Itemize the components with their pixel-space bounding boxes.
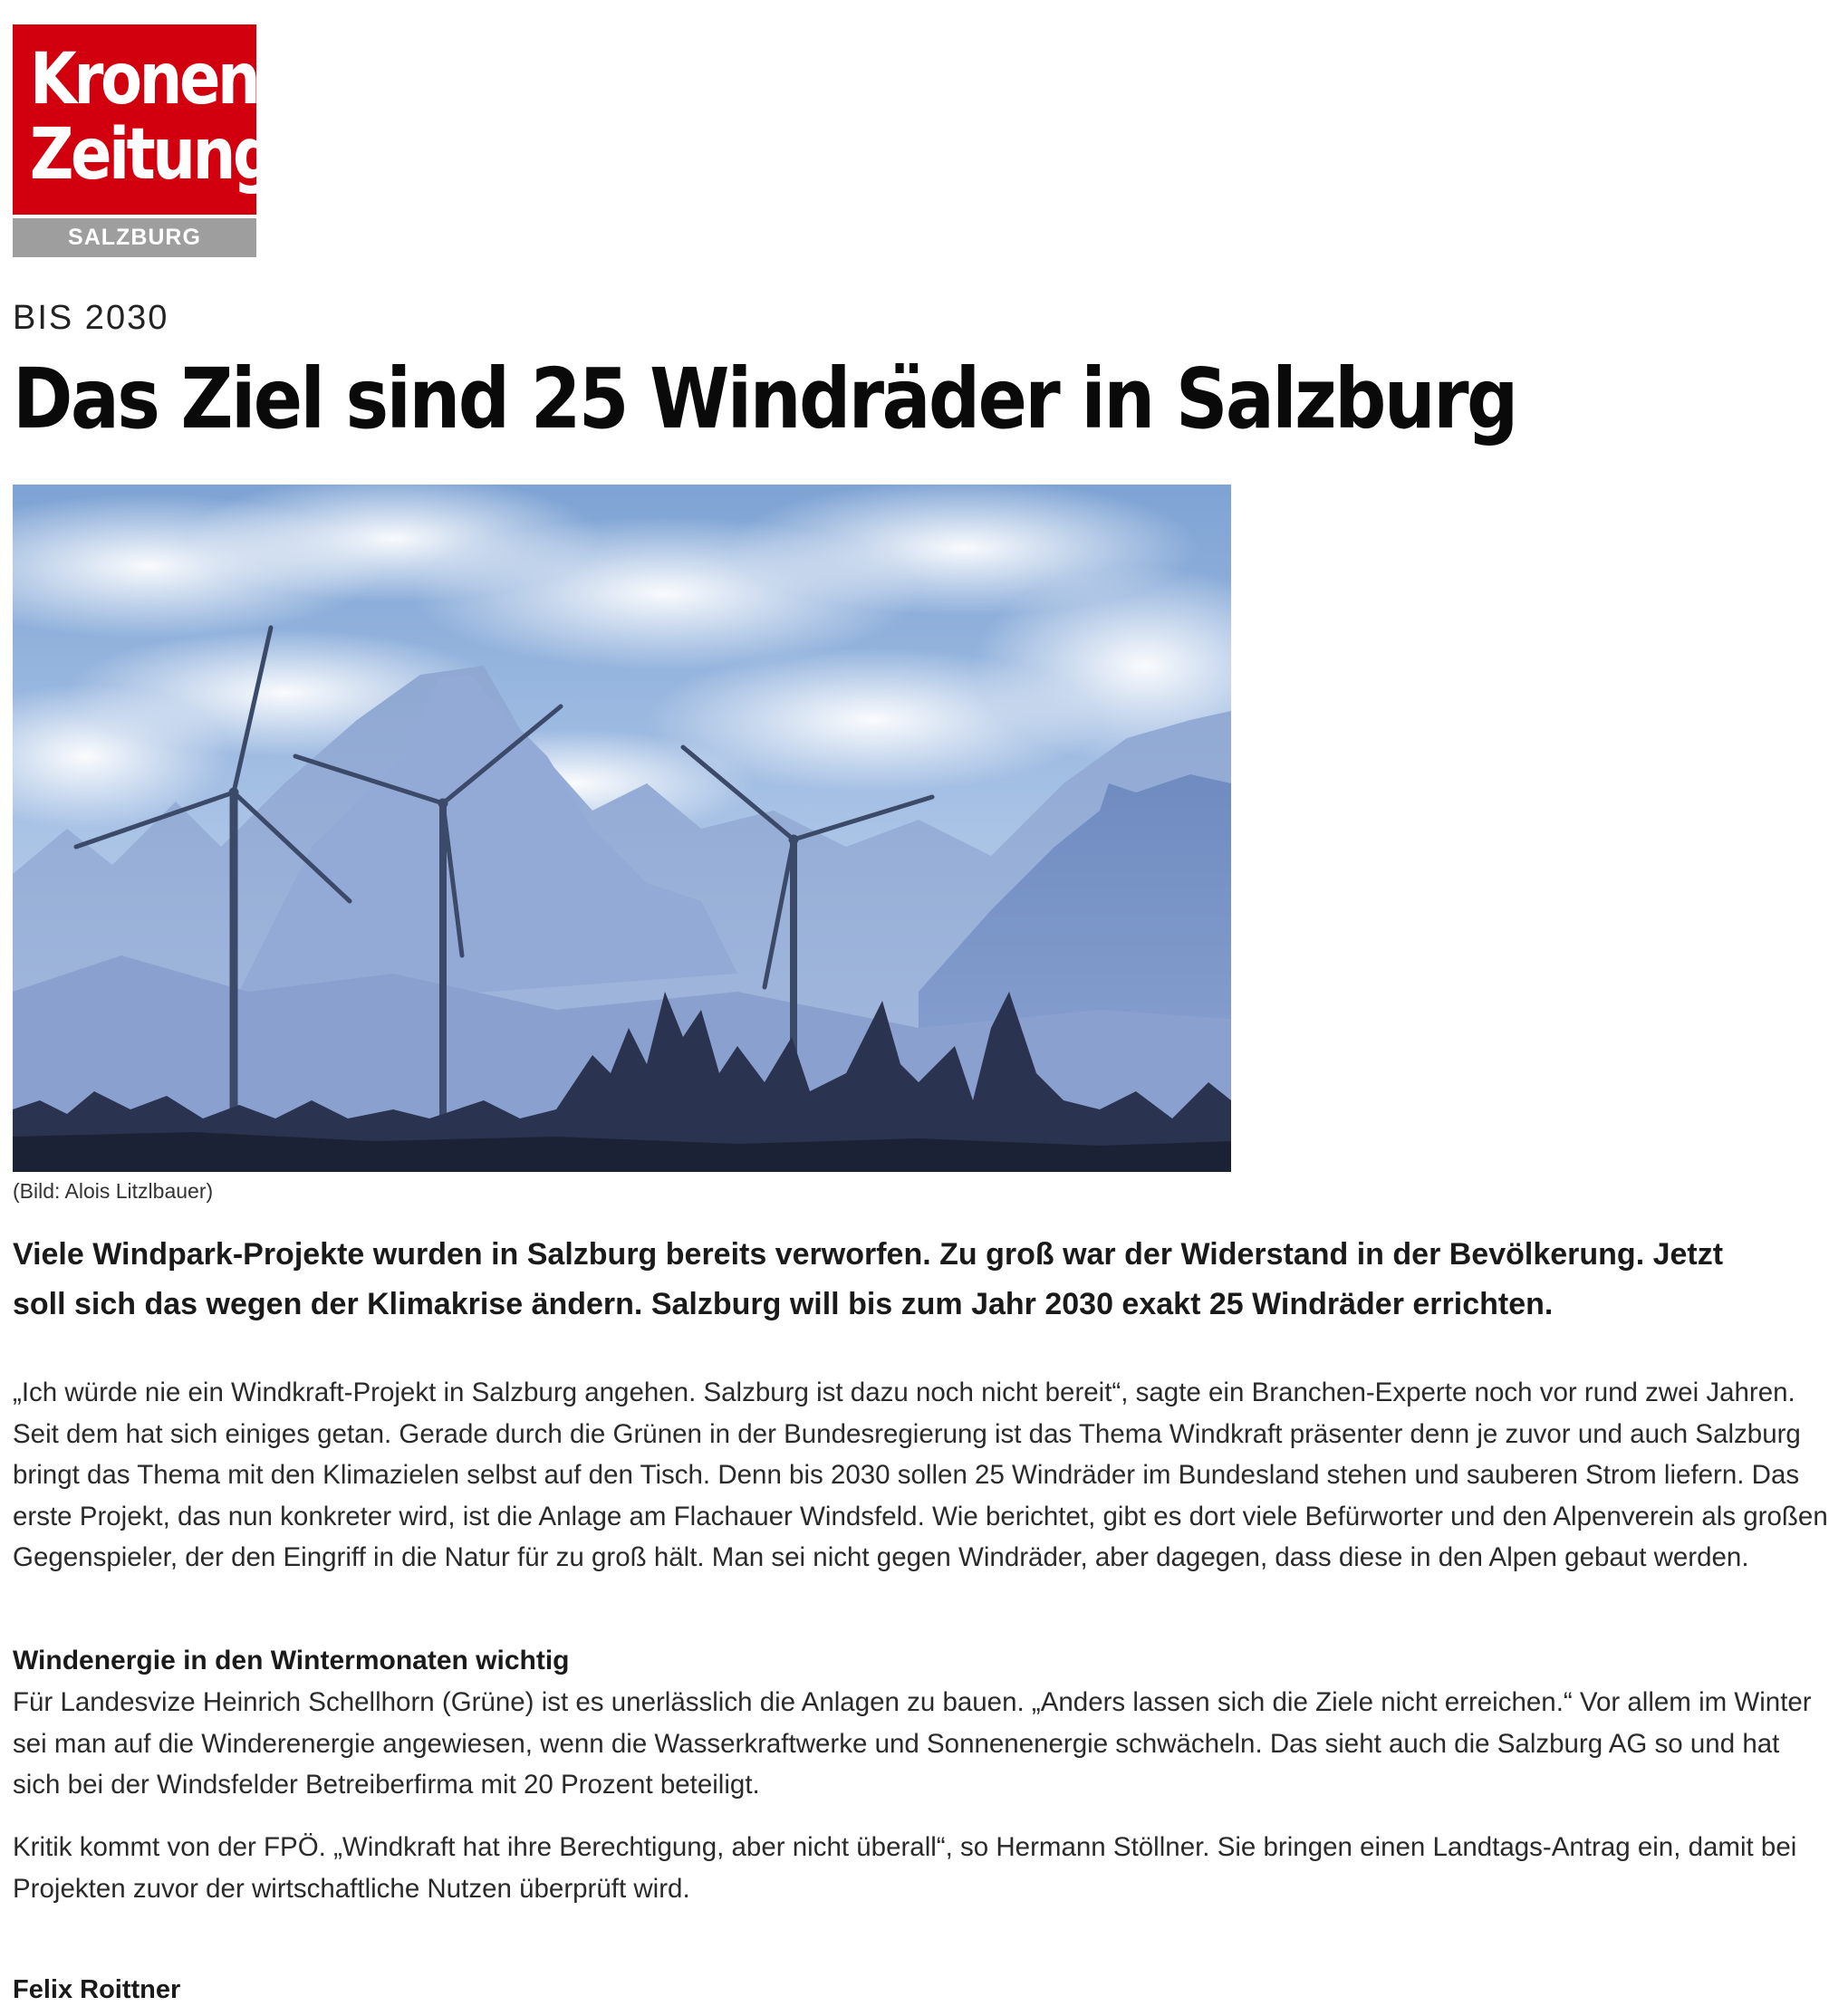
kronen-zeitung-logo[interactable] [13, 24, 274, 257]
article-subheading: Windenergie in den Wintermonaten wichtig [13, 1646, 570, 1675]
article-paragraph-3: Kritik kommt von der FPÖ. „Windkraft hat ihre Berechtigung, aber nicht überall“, so Hermann Stöllner. Sie bringen einen Landtags-Antrag ein, damit bei Projekten zuvor der wirtschaftliche Nutzen überprüft wird. [13, 1832, 1797, 1904]
article-kicker: BIS 2030 [13, 299, 169, 337]
logo-red-block [13, 24, 274, 215]
logo-region-label: SALZBURG [13, 218, 256, 257]
article-lead-line-1: Viele Windpark-Projekte wurden in Salzburg bereits verworfen. Zu groß war der Widerstand in der Bevölkerung. Jetzt [13, 1237, 1724, 1272]
article-lead-line-2: soll sich das wegen der Klimakrise ändern. Salzburg will bis zum Jahr 2030 exakt 25 Windräder errichten. [13, 1287, 1554, 1321]
article-paragraph-2: Für Landesvize Heinrich Schellhorn (Grüne) ist es unerlässlich die Anlagen zu bauen. „Anders lassen sich die Ziele nicht erreichen.“ Vor allem im Winter sei man auf die Winderenergie angewiesen, wenn die Wasserkraftwerke und Sonnenenergie schwächeln. Das sieht auch die Salzburg AG so und hat sich bei der Windsfelder Betreiberfirma mit 20 Prozent beteiligt. [13, 1687, 1812, 1800]
article-lead [13, 1230, 1824, 1330]
logo-word-zeitung: Zeitung [29, 114, 274, 196]
article-photo-wind-turbines [13, 485, 1231, 1172]
article-paragraph-1: „Ich würde nie ein Windkraft-Projekt in Salzburg angehen. Salzburg ist dazu noch nicht bereit“, sagte ein Branchen-Experte noch vor rund zwei Jahren. Seit dem hat sich einiges getan. Gerade durch die Grünen in der Bundesregierung ist das Thema Windkraft präsenter denn je zuvor und auch Salzburg bringt das Thema mit den Klimazielen selbst auf den Tisch. Denn bis 2030 sollen 25 Windräder im Bundesland stehen und sauberen Strom liefern. Das erste Projekt, das nun konkreter wird, ist die Anlage am Flachauer Windsfeld. Wie berichtet, gibt es dort viele Befürworter und den Alpenverein als großen Gegenspieler, der den Eingriff in die Natur für zu groß hält. Man sei nicht gegen Windräder, aber dagegen, dass diese in den Alpen gebaut werden. [13, 1378, 1828, 1572]
article-author[interactable]: Felix Roittner [13, 1975, 181, 2004]
image-caption: (Bild: Alois Litzlbauer) [13, 1179, 214, 1203]
article-headline: Das Ziel sind 25 Windräder in Salzburg [13, 350, 1516, 447]
logo-word-kronen: Kronen [29, 39, 258, 120]
